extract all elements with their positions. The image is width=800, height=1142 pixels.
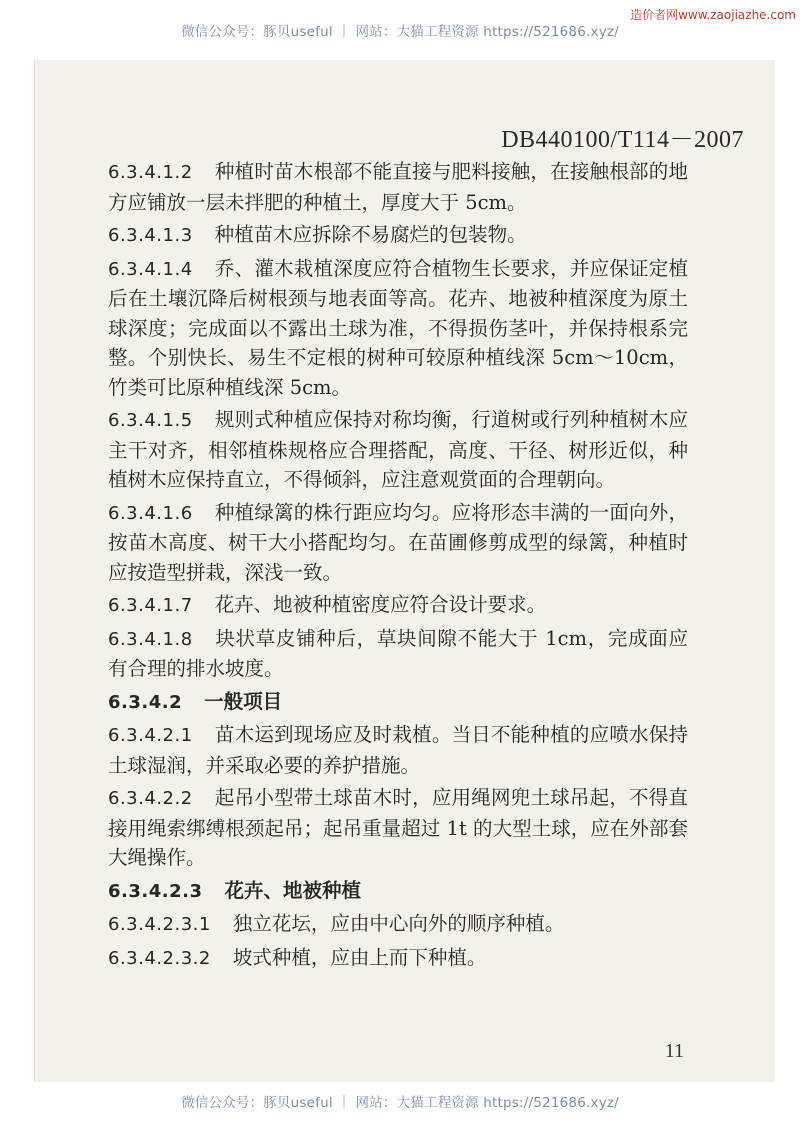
clause-number: 6.3.4.2 xyxy=(108,691,183,713)
site-tag: 造价者网www.zaojiazhe.com xyxy=(630,8,796,22)
clause-number: 6.3.4.2.3.2 xyxy=(108,947,211,969)
clause xyxy=(108,720,688,780)
clause-text: 块状草皮铺种后，草块间隙不能大于 1cm，完成面应有合理的排水坡度。 xyxy=(108,626,688,680)
clause-text: 种植苗木应拆除不易腐烂的包装物。 xyxy=(214,223,527,246)
clause xyxy=(108,590,688,621)
clause-text: 苗木运到现场应及时栽植。当日不能种植的应喷水保持土球湿润，并采取必要的养护措施。 xyxy=(108,723,688,777)
clause xyxy=(108,783,688,873)
section-heading-text: 一般项目 xyxy=(204,689,283,713)
clause xyxy=(108,254,688,403)
clause-number: 6.3.4.1.6 xyxy=(108,502,193,524)
clause-number: 6.3.4.1.5 xyxy=(108,410,193,431)
clause xyxy=(108,157,688,217)
watermark-bottom: 微信公众号：豚贝useful ｜ 网站：大猫工程资源 https://521686.xyz/ xyxy=(181,1095,619,1111)
clause-number: 6.3.4.1.4 xyxy=(108,258,193,280)
clause xyxy=(108,498,688,588)
clause-text: 独立花坛，应由中心向外的顺序种植。 xyxy=(232,912,565,935)
document-body xyxy=(108,157,688,973)
clause-text: 乔、灌木栽植深度应符合植物生长要求，并应保证定植后在土壤沉降后树根颈与地表面等高。花卉、地被种植深度为原土球深度；完成面以不露出土球为准，不得损伤茎叶，并保持根系完整。个别快长、易生不定根的树种可较原种植线深 5cm～10cm，竹类可比原种植线深 5cm。 xyxy=(108,256,688,399)
clause-text: 坡式种植，应由上而下种植。 xyxy=(232,945,487,969)
clause-number: 6.3.4.2.3.1 xyxy=(108,914,211,935)
watermark-top: 微信公众号：豚贝useful ｜ 网站：大猫工程资源 https://521686.xyz/ xyxy=(181,24,619,40)
clause-text: 种植绿篱的株行距应均匀。应将形态丰满的一面向外，按苗木高度、树干大小搭配均匀。在苗圃修剪成型的绿篱，种植时应按造型拼栽，深浅一致。 xyxy=(108,500,688,584)
section-heading-text: 花卉、地被种植 xyxy=(224,878,361,902)
clause-number: 6.3.4.1.7 xyxy=(108,595,193,616)
clause-number: 6.3.4.1.3 xyxy=(108,225,193,246)
clause-number: 6.3.4.1.2 xyxy=(108,162,193,183)
clause xyxy=(108,909,688,940)
clause-text: 起吊小型带土球苗木时，应用绳网兜土球吊起，不得直接用绳索绑缚根颈起吊；起吊重量超过 1t 的大型土球，应在外部套大绳操作。 xyxy=(108,786,688,869)
clause-text: 花卉、地被种植密度应符合设计要求。 xyxy=(214,593,547,616)
clause-text: 规则式种植应保持对称均衡，行道树或行列种植树木应主干对齐，相邻植株规格应合理搭配，高度、干径、树形近似，种植树木应保持直立，不得倾斜，应注意观赏面的合理朝向。 xyxy=(108,408,688,491)
page-number: 11 xyxy=(664,1040,684,1062)
clause xyxy=(108,624,688,684)
clause xyxy=(108,943,688,974)
clause-number: 6.3.4.2.3 xyxy=(108,880,203,902)
clause-number: 6.3.4.2.2 xyxy=(108,788,193,809)
document-code: DB440100/T114－2007 xyxy=(501,127,744,153)
clause-text: 种植时苗木根部不能直接与肥料接触，在接触根部的地方应铺放一层未拌肥的种植土，厚度大于 5cm。 xyxy=(108,160,688,214)
clause-number: 6.3.4.1.8 xyxy=(108,628,193,650)
clause-number: 6.3.4.2.1 xyxy=(108,725,193,746)
section-heading xyxy=(108,687,688,718)
clause xyxy=(108,405,688,495)
section-heading xyxy=(108,876,688,907)
clause xyxy=(108,220,688,251)
